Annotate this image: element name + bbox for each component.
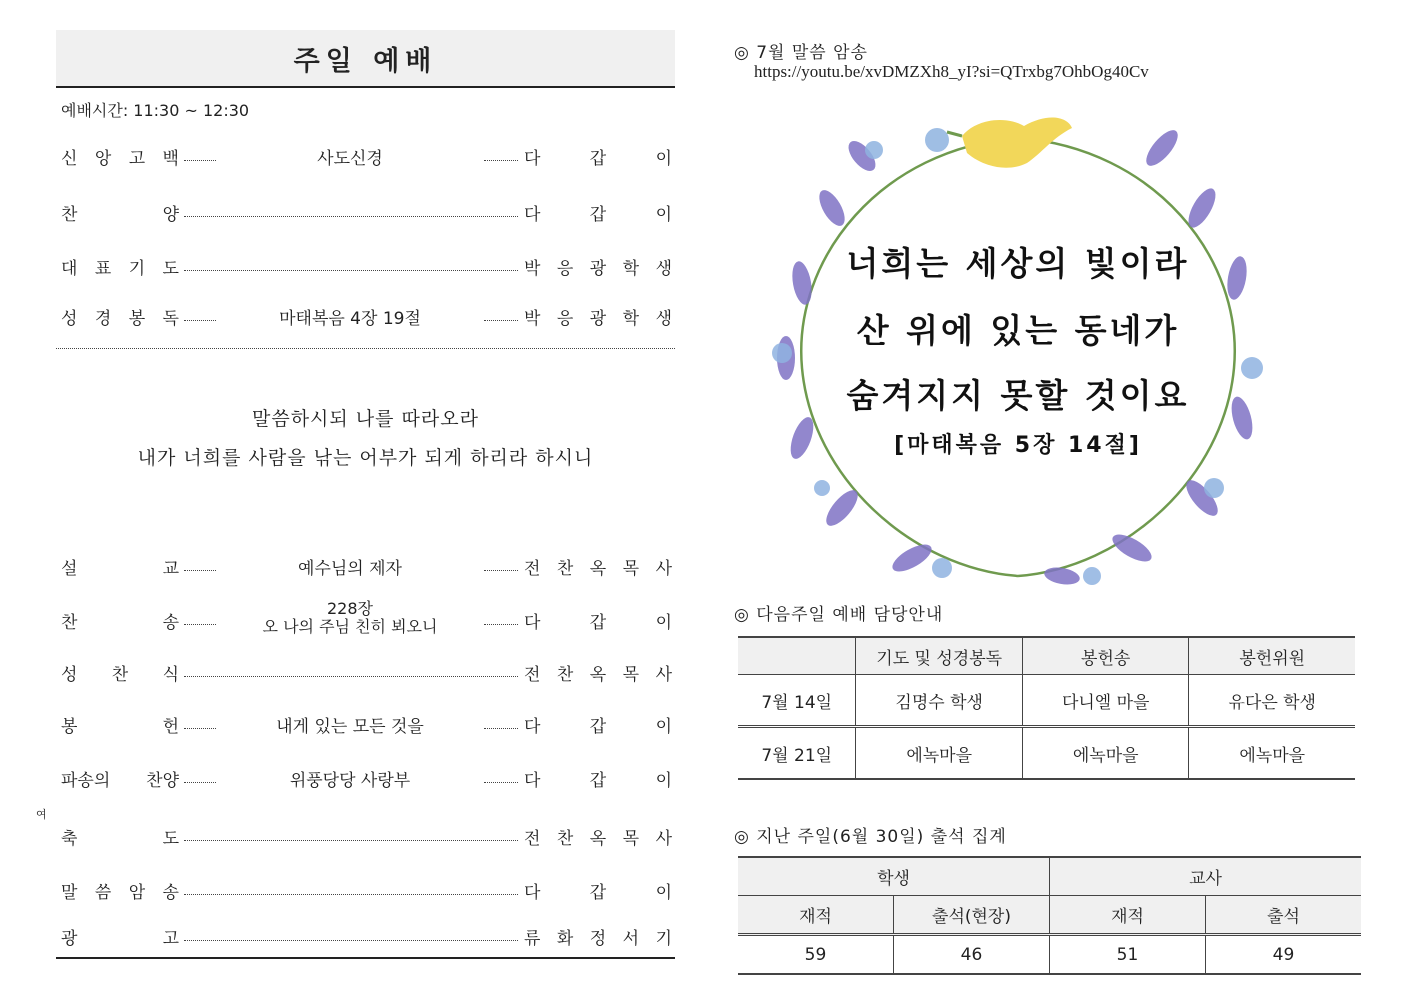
leader-char: 전 <box>524 829 541 849</box>
table-header-row <box>738 857 1361 896</box>
leader-char: 찬 <box>556 829 574 849</box>
label-char: 앙 <box>94 149 112 169</box>
table-cell: 에녹마을 <box>1189 727 1355 780</box>
dot-leader <box>484 728 518 729</box>
leader-char: 사 <box>655 559 672 579</box>
dot-leader <box>484 320 518 321</box>
label-char: 백 <box>162 149 179 169</box>
leader-char: 갑 <box>589 883 607 903</box>
leader-char: 사 <box>655 829 672 849</box>
divider <box>56 348 675 349</box>
leader-char: 목 <box>622 665 640 685</box>
label-char: 성 <box>61 665 78 685</box>
label-char: 봉 <box>128 309 146 329</box>
label-char: 파송의 <box>61 771 111 791</box>
table-cell: 7월 21일 <box>738 727 856 780</box>
leader-char: 정 <box>589 929 607 949</box>
label-char: 도 <box>162 829 179 849</box>
order-leader <box>524 304 672 329</box>
label-char: 송 <box>162 883 179 903</box>
table-row <box>738 675 1355 727</box>
leader-char: 박 <box>524 309 541 329</box>
order-leader <box>524 766 672 791</box>
leader-char: 옥 <box>589 829 607 849</box>
dot-leader <box>484 782 518 783</box>
order-label <box>61 824 179 849</box>
order-row <box>56 300 675 330</box>
leader-char: 서 <box>622 929 640 949</box>
page-title: 주일 예배 <box>56 30 675 88</box>
label-char: 양 <box>162 205 179 225</box>
order-leader <box>524 824 672 849</box>
table-cell: 에녹마을 <box>856 727 1023 780</box>
dot-leader <box>184 624 216 625</box>
table-cell: 에녹마을 <box>1022 727 1189 780</box>
order-leader <box>524 878 672 903</box>
dot-leader <box>184 840 518 841</box>
leader-char: 옥 <box>589 559 607 579</box>
order-label <box>61 924 179 949</box>
memory-verse-reference: [마태복음 5장 14절] <box>894 433 1142 458</box>
leader-char: 이 <box>655 883 672 903</box>
leader-char: 이 <box>655 149 672 169</box>
leader-char: 목 <box>622 559 640 579</box>
table-cell: 7월 14일 <box>738 675 856 727</box>
leader-char: 목 <box>622 829 640 849</box>
order-label <box>61 304 179 329</box>
dot-leader <box>184 894 518 895</box>
dot-leader <box>484 570 518 571</box>
label-char: 식 <box>162 665 179 685</box>
leader-char: 기 <box>655 929 672 949</box>
leader-char: 이 <box>655 205 672 225</box>
leader-char: 전 <box>524 559 541 579</box>
order-row <box>56 550 675 580</box>
table-header-row <box>738 637 1355 675</box>
next-week-table <box>738 636 1355 780</box>
order-content: 마태복음 4장 19절 <box>279 309 421 329</box>
label-char: 성 <box>61 309 78 329</box>
dot-leader <box>184 270 518 271</box>
order-leader <box>524 712 672 737</box>
table-header: 출석(현장) <box>893 896 1049 935</box>
leader-char: 다 <box>524 149 541 169</box>
order-row <box>56 820 675 850</box>
label-char: 신 <box>61 149 78 169</box>
leader-char: 응 <box>556 309 574 329</box>
memory-verse-line-3: 숨겨지지 못할 것이요 <box>846 376 1190 415</box>
label-char: 축 <box>61 829 78 849</box>
leader-char: 다 <box>524 613 541 633</box>
order-label <box>61 554 179 579</box>
table-subheader-row <box>738 896 1361 935</box>
label-char: 봉 <box>61 717 78 737</box>
order-leader <box>524 200 672 225</box>
dot-leader <box>184 676 518 677</box>
table-header: 출석 <box>1205 896 1361 935</box>
dot-leader <box>184 216 518 217</box>
label-char: 고 <box>128 149 146 169</box>
hymn-number: 228장 <box>327 599 373 618</box>
leader-char: 옥 <box>589 665 607 685</box>
leader-char: 이 <box>655 613 672 633</box>
leader-char: 갑 <box>589 771 607 791</box>
label-char: 도 <box>162 259 179 279</box>
leader-char: 광 <box>589 309 607 329</box>
dot-leader <box>184 940 518 941</box>
next-week-heading: ◎ 다음주일 예배 담당안내 <box>734 605 944 625</box>
order-leader <box>524 254 672 279</box>
label-char: 찬양 <box>146 771 179 791</box>
order-row <box>56 762 675 792</box>
order-label <box>61 766 179 791</box>
bottom-rule <box>56 957 675 959</box>
leader-char: 갑 <box>589 205 607 225</box>
order-leader <box>524 924 672 949</box>
dot-leader <box>484 624 518 625</box>
order-content: 사도신경 <box>317 149 383 169</box>
order-row <box>56 250 675 280</box>
label-char: 찬 <box>111 665 129 685</box>
leader-char: 생 <box>655 309 672 329</box>
order-row <box>56 920 675 950</box>
order-label <box>61 608 179 633</box>
label-char: 대 <box>61 259 78 279</box>
leader-char: 생 <box>655 259 672 279</box>
table-header: 재적 <box>738 896 893 935</box>
leader-char: 이 <box>655 771 672 791</box>
leader-char: 갑 <box>589 717 607 737</box>
margin-mark: 여 <box>36 808 47 821</box>
leader-char: 갑 <box>589 149 607 169</box>
dot-leader <box>184 728 216 729</box>
label-char: 고 <box>162 929 179 949</box>
table-cell: 46 <box>893 935 1049 975</box>
leader-char: 화 <box>556 929 574 949</box>
group-header-students: 학생 <box>738 857 1050 896</box>
label-char: 찬 <box>61 613 78 633</box>
order-label <box>61 200 179 225</box>
label-char: 광 <box>61 929 78 949</box>
order-row <box>56 656 675 686</box>
dot-leader <box>184 160 216 161</box>
dot-leader <box>184 320 216 321</box>
order-label <box>61 712 179 737</box>
memorize-heading: ◎ 7월 말씀 암송 <box>734 43 868 63</box>
memory-verse-line-1: 너희는 세상의 빛이라 <box>846 244 1190 283</box>
table-cell: 다니엘 마을 <box>1022 675 1189 727</box>
label-char: 씀 <box>94 883 112 903</box>
label-char: 표 <box>94 259 112 279</box>
leader-char: 광 <box>589 259 607 279</box>
order-row <box>56 140 675 170</box>
leader-char: 박 <box>524 259 541 279</box>
leader-char: 다 <box>524 717 541 737</box>
label-char: 송 <box>162 613 179 633</box>
table-row <box>738 935 1361 975</box>
table-cell: 59 <box>738 935 893 975</box>
leader-char: 다 <box>524 883 541 903</box>
dot-leader <box>184 570 216 571</box>
leader-char: 다 <box>524 771 541 791</box>
order-content <box>216 600 484 636</box>
label-char: 헌 <box>162 717 179 737</box>
table-header: 재적 <box>1050 896 1206 935</box>
label-char: 말 <box>61 883 78 903</box>
leader-char: 찬 <box>556 559 574 579</box>
leader-char: 갑 <box>589 613 607 633</box>
table-cell: 51 <box>1050 935 1206 975</box>
table-header: 봉헌위원 <box>1189 637 1355 675</box>
order-content: 위풍당당 사랑부 <box>289 771 411 791</box>
table-cell: 49 <box>1205 935 1361 975</box>
leader-char: 학 <box>622 259 640 279</box>
label-char: 교 <box>162 559 179 579</box>
video-link[interactable]: https://youtu.be/xvDMZXh8_yI?si=QTrxbg7OhbOg40Cv <box>754 62 1149 81</box>
leader-char: 찬 <box>556 665 574 685</box>
worship-time: 예배시간: 11:30 ~ 12:30 <box>61 101 250 120</box>
order-row <box>56 708 675 738</box>
order-label <box>61 144 179 169</box>
leader-char: 다 <box>524 205 541 225</box>
leader-char: 사 <box>655 665 672 685</box>
label-char: 찬 <box>61 205 78 225</box>
order-leader <box>524 608 672 633</box>
order-label <box>61 660 179 685</box>
attendance-table <box>738 856 1361 975</box>
table-cell: 유다은 학생 <box>1189 675 1355 727</box>
group-header-teachers: 교사 <box>1050 857 1362 896</box>
leader-char: 류 <box>524 929 541 949</box>
attendance-heading: ◎ 지난 주일(6월 30일) 출석 집계 <box>734 827 1007 847</box>
dot-leader <box>484 160 518 161</box>
table-header: 봉헌송 <box>1022 637 1189 675</box>
leader-char: 이 <box>655 717 672 737</box>
order-leader <box>524 660 672 685</box>
order-row <box>56 196 675 226</box>
order-content: 예수님의 제자 <box>298 559 402 579</box>
order-leader <box>524 144 672 169</box>
table-header: 기도 및 성경봉독 <box>856 637 1023 675</box>
label-char: 암 <box>128 883 146 903</box>
order-label <box>61 254 179 279</box>
label-char: 경 <box>94 309 112 329</box>
leader-char: 학 <box>622 309 640 329</box>
memory-verse-line-2: 산 위에 있는 동네가 <box>856 311 1180 350</box>
label-char: 독 <box>162 309 179 329</box>
dot-leader <box>184 782 216 783</box>
order-leader <box>524 554 672 579</box>
order-row <box>56 599 675 636</box>
label-char: 설 <box>61 559 78 579</box>
table-header <box>738 637 856 675</box>
verse-line-2: 내가 너희를 사람을 낚는 어부가 되게 하리라 하시니 <box>137 447 594 469</box>
label-char: 기 <box>128 259 146 279</box>
worship-order <box>56 30 675 949</box>
order-content: 내게 있는 모든 것을 <box>276 717 424 737</box>
order-row <box>56 874 675 904</box>
hymn-title: 오 나의 주님 친히 뵈오니 <box>262 617 438 636</box>
table-row <box>738 727 1355 780</box>
table-cell: 김명수 학생 <box>856 675 1023 727</box>
leader-char: 전 <box>524 665 541 685</box>
order-label <box>61 878 179 903</box>
verse-line-1: 말씀하시되 나를 따라오라 <box>252 408 479 430</box>
leader-char: 응 <box>556 259 574 279</box>
